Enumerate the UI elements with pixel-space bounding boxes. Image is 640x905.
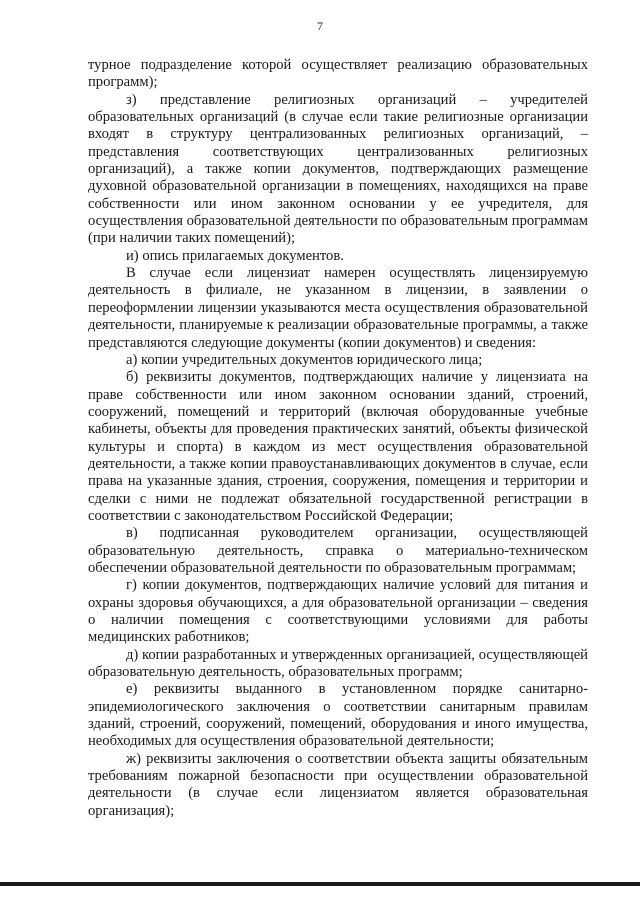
scan-bottom-edge <box>0 882 640 886</box>
paragraph-item-d: д) копии разработанных и утвержденных организацией, осуществляющей образовательную деятельность, образовательных программ; <box>88 646 588 681</box>
paragraph-item-a: а) копии учредительных документов юридического лица; <box>126 351 483 368</box>
document-body <box>88 57 588 820</box>
page-number: 7 <box>317 19 323 33</box>
paragraph-item-z: з) представление религиозных организаций – учредителей образовательных организаций (в случае если такие религиозные организации входят в структуру централизованных религиозных организаций, – представления соответствующих централизованных религиозных организаций), а также копии документов, подтверждающих размещение духовной образовательной организации в помещениях, находящихся на праве собственности или ином законном основании у ее учредителя, для осуществления образовательной деятельности по образовательным программам (при наличии таких помещений); <box>88 91 588 247</box>
paragraph-item-e: е) реквизиты выданного в установленном порядке санитарно-эпидемиологического заключения о соответствии санитарным правилам зданий, строений, сооружений, помещений, оборудования и иного имущества, необходимых для осуществления образовательной деятельности; <box>88 681 588 750</box>
paragraph-item-g: г) копии документов, подтверждающих наличие условий для питания и охраны здоровья обучающихся, а для образовательной организации – сведения о наличии помещения с соответствующими условиями для работы медицинских работников; <box>88 577 588 646</box>
paragraph-item-v: в) подписанная руководителем организации, осуществляющей образовательную деятельность, справка о материально-техническом обеспечении образовательной деятельности по образовательным программам; <box>88 525 588 576</box>
paragraph-continued: турное подразделение которой осуществляет реализацию образовательных программ); <box>88 57 588 91</box>
paragraph-item-i: и) опись прилагаемых документов. <box>126 247 344 264</box>
paragraph-item-zh: ж) реквизиты заключения о соответствии объекта защиты обязательным требованиям пожарной безопасности при осуществлении образовательной деятельности (в случае если лицензиатом является образовательная организация); <box>88 750 588 819</box>
paragraph-item-b: б) реквизиты документов, подтверждающих наличие у лицензиата на праве собственности или ином законном основании зданий, строений, сооружений, помещений и территорий (включая оборудованные учебные кабинеты, объекты для проведения практических занятий, объекты физической культуры и спорта) в каждом из мест осуществления образовательной деятельности, а также копии правоустанавливающих документов в случае, если права на указанные здания, строения, сооружения, помещения и территории и сделки с ними не подлежат обязательной государственной регистрации в соответствии с законодательством Российской Федерации; <box>88 369 588 524</box>
paragraph-branch-intro: В случае если лицензиат намерен осуществлять лицензируемую деятельность в филиале, не указанном в лицензии, в заявлении о переоформлении лицензии указываются места осуществления образовательной деятельности, планируемые к реализации образовательные программы, а также представляются следующие документы (копии документов) и сведения: <box>88 265 588 351</box>
